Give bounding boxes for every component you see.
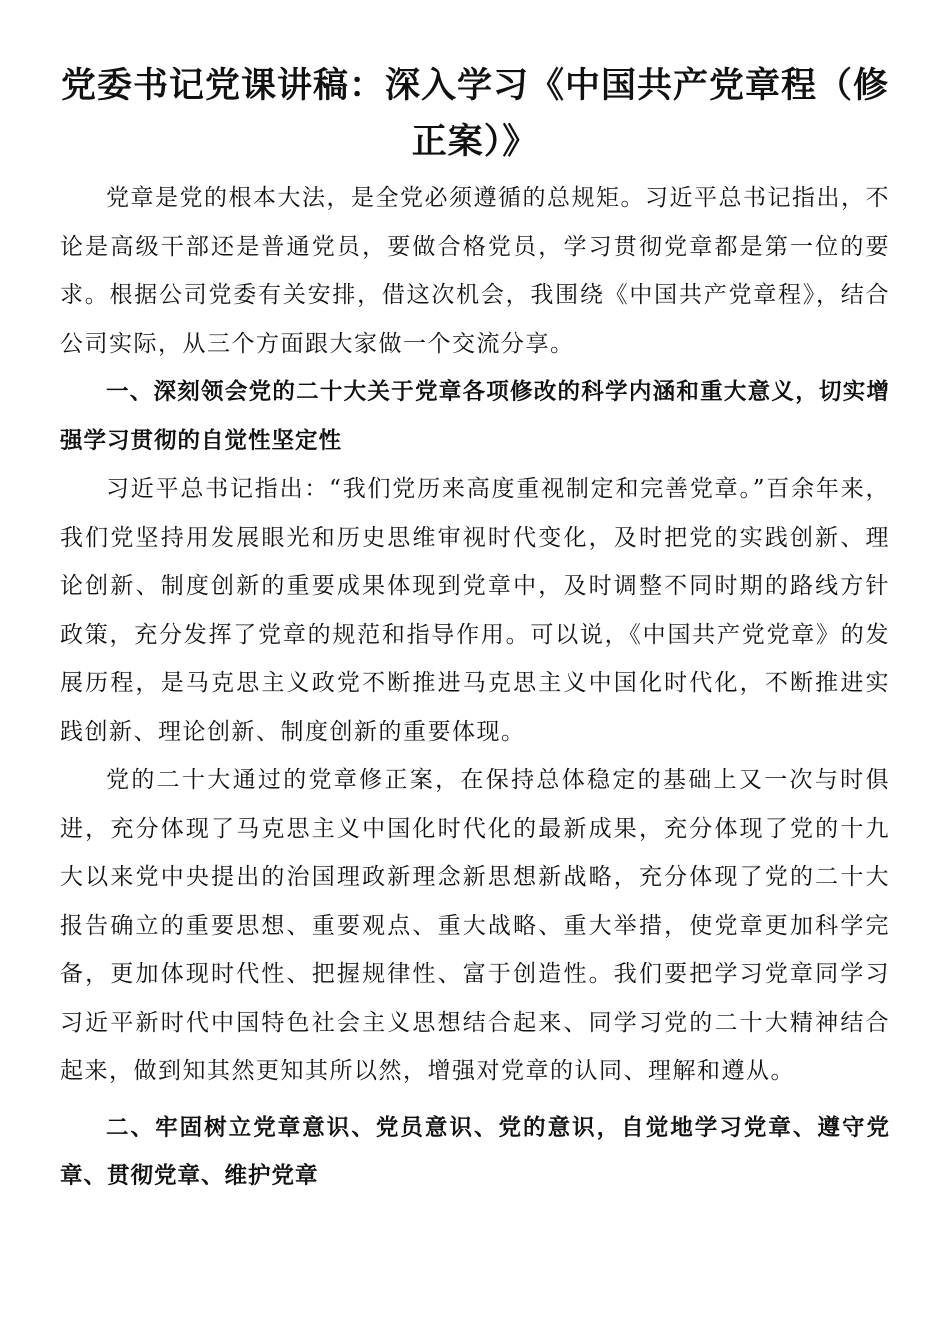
section-1-paragraph-1: 习近平总书记指出：“我们党历来高度重视制定和完善党章。”百余年来，我们党坚持用发展眼光和历史思维审视时代变化，及时把党的实践创新、理论创新、制度创新的重要成果体现到党章中，及时调整不同时期的路线方针政策，充分发挥了党章的规范和指导作用。可以说，《中国共产党党章》的发展历程，是马克思主义政党不断推进马克思主义中国化时代化，不断推进实践创新、理论创新、制度创新的重要体现。: [60, 476, 890, 745]
document-page: [60, 58, 890, 1201]
section-2-heading: 二、牢固树立党章意识、党员意识、党的意识，自觉地学习党章、遵守党章、贯彻党章、维护党章: [60, 1114, 890, 1189]
section-1-heading: 一、深刻领会党的二十大关于党章各项修改的科学内涵和重大意义，切实增强学习贯彻的自觉性坚定性: [60, 379, 890, 454]
intro-paragraph: 党章是党的根本大法，是全党必须遵循的总规矩。习近平总书记指出，不论是高级干部还是普通党员，要做合格党员，学习贯彻党章都是第一位的要求。根据公司党委有关安排，借这次机会，我围绕《中国共产党章程》，结合公司实际，从三个方面跟大家做一个交流分享。: [60, 185, 890, 357]
document-title: 党委书记党课讲稿：深入学习《中国共产党章程（修正案）》: [60, 65, 889, 162]
section-1-paragraph-2: 党的二十大通过的党章修正案，在保持总体稳定的基础上又一次与时俱进，充分体现了马克思主义中国化时代化的最新成果，充分体现了党的十九大以来党中央提出的治国理政新理念新思想新战略，充分体现了党的二十大报告确立的重要思想、重要观点、重大战略、重大举措，使党章更加科学完备，更加体现时代性、把握规律性、富于创造性。我们要把学习党章同学习习近平新时代中国特色社会主义思想结合起来、同学习党的二十大精神结合起来，做到知其然更知其所以然，增强对党章的认同、理解和遵从。: [60, 767, 890, 1084]
